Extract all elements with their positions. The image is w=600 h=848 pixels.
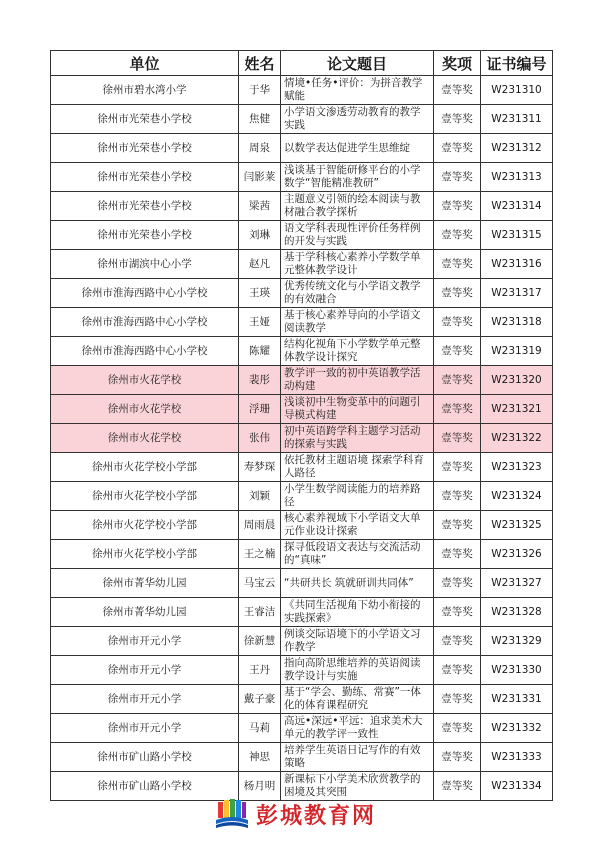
unit-cell: 徐州市火花学校小学部 bbox=[51, 482, 239, 511]
title-cell: 基于学科核心素养小学数学单元整体教学设计 bbox=[281, 250, 434, 279]
name-cell: 马莉 bbox=[239, 714, 281, 743]
name-cell: 于华 bbox=[239, 76, 281, 105]
unit-cell: 徐州市矿山路小学校 bbox=[51, 743, 239, 772]
cert-cell: W231323 bbox=[481, 453, 553, 482]
table-row bbox=[51, 627, 553, 656]
award-cell: 壹等奖 bbox=[434, 76, 481, 105]
award-cell: 壹等奖 bbox=[434, 250, 481, 279]
unit-cell: 徐州市淮海西路中心小学校 bbox=[51, 279, 239, 308]
cert-cell: W231328 bbox=[481, 598, 553, 627]
unit-cell: 徐州市光荣巷小学校 bbox=[51, 134, 239, 163]
table-row bbox=[51, 453, 553, 482]
award-cell: 壹等奖 bbox=[434, 569, 481, 598]
cert-cell: W231321 bbox=[481, 395, 553, 424]
unit-cell: 徐州市火花学校 bbox=[51, 395, 239, 424]
table-row bbox=[51, 569, 553, 598]
title-cell: 基于“学会、勤练、常赛”一体化的体育课程研究 bbox=[281, 685, 434, 714]
award-cell: 壹等奖 bbox=[434, 192, 481, 221]
name-cell: 陈耀 bbox=[239, 337, 281, 366]
unit-cell: 徐州市湖滨中心小学 bbox=[51, 250, 239, 279]
name-cell: 马宝云 bbox=[239, 569, 281, 598]
book-logo-icon bbox=[214, 796, 250, 832]
award-cell: 壹等奖 bbox=[434, 134, 481, 163]
cert-cell: W231320 bbox=[481, 366, 553, 395]
title-cell: 结构化视角下小学数学单元整体教学设计探究 bbox=[281, 337, 434, 366]
cert-cell: W231313 bbox=[481, 163, 553, 192]
table-row bbox=[51, 366, 553, 395]
award-cell: 壹等奖 bbox=[434, 366, 481, 395]
unit-cell: 徐州市光荣巷小学校 bbox=[51, 192, 239, 221]
name-cell: 神思 bbox=[239, 743, 281, 772]
cert-cell: W231327 bbox=[481, 569, 553, 598]
table-row bbox=[51, 511, 553, 540]
title-cell: 主题意义引领的绘本阅读与教材融合教学探析 bbox=[281, 192, 434, 221]
cert-cell: W231329 bbox=[481, 627, 553, 656]
unit-cell: 徐州市开元小学 bbox=[51, 627, 239, 656]
award-cell: 壹等奖 bbox=[434, 685, 481, 714]
cert-cell: W231333 bbox=[481, 743, 553, 772]
unit-cell: 徐州市开元小学 bbox=[51, 714, 239, 743]
cert-cell: W231317 bbox=[481, 279, 553, 308]
name-cell: 裴彤 bbox=[239, 366, 281, 395]
table-row bbox=[51, 337, 553, 366]
title-cell: 例谈交际语境下的小学语文习作教学 bbox=[281, 627, 434, 656]
title-cell: 《共同生活视角下幼小衔接的实践探索》 bbox=[281, 598, 434, 627]
award-cell: 壹等奖 bbox=[434, 627, 481, 656]
award-table bbox=[50, 50, 553, 801]
header-unit: 单位 bbox=[51, 51, 239, 76]
award-cell: 壹等奖 bbox=[434, 540, 481, 569]
cert-cell: W231310 bbox=[481, 76, 553, 105]
cert-cell: W231326 bbox=[481, 540, 553, 569]
table-row bbox=[51, 656, 553, 685]
cert-cell: W231316 bbox=[481, 250, 553, 279]
title-cell: 以数学表达促进学生思维绽 bbox=[281, 134, 434, 163]
unit-cell: 徐州市开元小学 bbox=[51, 685, 239, 714]
award-cell: 壹等奖 bbox=[434, 714, 481, 743]
title-cell: 依托教材主题语境 探索学科育人路径 bbox=[281, 453, 434, 482]
table-row bbox=[51, 395, 553, 424]
title-cell: 核心素养视域下小学语文大单元作业设计探索 bbox=[281, 511, 434, 540]
unit-cell: 徐州市淮海西路中心小学校 bbox=[51, 337, 239, 366]
award-cell: 壹等奖 bbox=[434, 656, 481, 685]
title-cell: 语文学科表现性评价任务样例的开发与实践 bbox=[281, 221, 434, 250]
table-row bbox=[51, 743, 553, 772]
table-row bbox=[51, 424, 553, 453]
unit-cell: 徐州市光荣巷小学校 bbox=[51, 105, 239, 134]
table-row bbox=[51, 221, 553, 250]
title-cell: 浅谈初中生物变革中的问题引导模式构建 bbox=[281, 395, 434, 424]
title-cell: 初中英语跨学科主题学习活动的探索与实践 bbox=[281, 424, 434, 453]
name-cell: 周泉 bbox=[239, 134, 281, 163]
award-cell: 壹等奖 bbox=[434, 453, 481, 482]
cert-cell: W231322 bbox=[481, 424, 553, 453]
table-row bbox=[51, 598, 553, 627]
unit-cell: 徐州市火花学校 bbox=[51, 366, 239, 395]
title-cell: 情境•任务•评价：为拼音教学赋能 bbox=[281, 76, 434, 105]
cert-cell: W231334 bbox=[481, 772, 553, 801]
name-cell: 王瑛 bbox=[239, 279, 281, 308]
title-cell: 教学评一致的初中英语教学活动构建 bbox=[281, 366, 434, 395]
table-body bbox=[51, 76, 553, 801]
name-cell: 闫影莱 bbox=[239, 163, 281, 192]
table-row bbox=[51, 250, 553, 279]
name-cell: 周雨晨 bbox=[239, 511, 281, 540]
title-cell: 探寻低段语文表达与交流活动的“真味” bbox=[281, 540, 434, 569]
table-row bbox=[51, 308, 553, 337]
unit-cell: 徐州市火花学校小学部 bbox=[51, 453, 239, 482]
title-cell: 小学语文渗透劳动教育的教学实践 bbox=[281, 105, 434, 134]
unit-cell: 徐州市矿山路小学校 bbox=[51, 772, 239, 801]
award-cell: 壹等奖 bbox=[434, 511, 481, 540]
header-title: 论文题目 bbox=[281, 51, 434, 76]
title-cell: 指向高阶思维培养的英语阅读教学设计与实施 bbox=[281, 656, 434, 685]
unit-cell: 徐州市光荣巷小学校 bbox=[51, 221, 239, 250]
unit-cell: 徐州市淮海西路中心小学校 bbox=[51, 308, 239, 337]
name-cell: 戴子豪 bbox=[239, 685, 281, 714]
title-cell: 优秀传统文化与小学语文教学的有效融合 bbox=[281, 279, 434, 308]
table-row bbox=[51, 134, 553, 163]
table-header-row bbox=[51, 51, 553, 76]
award-cell: 壹等奖 bbox=[434, 163, 481, 192]
award-cell: 壹等奖 bbox=[434, 772, 481, 801]
cert-cell: W231331 bbox=[481, 685, 553, 714]
cert-cell: W231332 bbox=[481, 714, 553, 743]
watermark-text: 彭城教育网 bbox=[256, 803, 377, 829]
table-row bbox=[51, 105, 553, 134]
unit-cell: 徐州市火花学校 bbox=[51, 424, 239, 453]
header-cert: 证书编号 bbox=[481, 51, 553, 76]
name-cell: 杨月明 bbox=[239, 772, 281, 801]
name-cell: 浮珊 bbox=[239, 395, 281, 424]
header-name: 姓名 bbox=[239, 51, 281, 76]
unit-cell: 徐州市火花学校小学部 bbox=[51, 511, 239, 540]
table-row bbox=[51, 482, 553, 511]
name-cell: 寿梦琛 bbox=[239, 453, 281, 482]
name-cell: 刘琳 bbox=[239, 221, 281, 250]
name-cell: 梁茜 bbox=[239, 192, 281, 221]
unit-cell: 徐州市开元小学 bbox=[51, 656, 239, 685]
name-cell: 王丹 bbox=[239, 656, 281, 685]
title-cell: 小学生数学阅读能力的培养路径 bbox=[281, 482, 434, 511]
unit-cell: 徐州市火花学校小学部 bbox=[51, 540, 239, 569]
award-cell: 壹等奖 bbox=[434, 482, 481, 511]
cert-cell: W231325 bbox=[481, 511, 553, 540]
name-cell: 徐新慧 bbox=[239, 627, 281, 656]
name-cell: 王娅 bbox=[239, 308, 281, 337]
table-row bbox=[51, 540, 553, 569]
name-cell: 王之楠 bbox=[239, 540, 281, 569]
award-cell: 壹等奖 bbox=[434, 105, 481, 134]
table-row bbox=[51, 192, 553, 221]
title-cell: 基于核心素养导向的小学语文阅读教学 bbox=[281, 308, 434, 337]
table-row bbox=[51, 714, 553, 743]
award-cell: 壹等奖 bbox=[434, 598, 481, 627]
name-cell: 赵凡 bbox=[239, 250, 281, 279]
award-cell: 壹等奖 bbox=[434, 279, 481, 308]
award-cell: 壹等奖 bbox=[434, 424, 481, 453]
table-row bbox=[51, 163, 553, 192]
table-row bbox=[51, 76, 553, 105]
table-row bbox=[51, 685, 553, 714]
award-cell: 壹等奖 bbox=[434, 337, 481, 366]
award-cell: 壹等奖 bbox=[434, 308, 481, 337]
cert-cell: W231315 bbox=[481, 221, 553, 250]
name-cell: 焦健 bbox=[239, 105, 281, 134]
cert-cell: W231312 bbox=[481, 134, 553, 163]
unit-cell: 徐州市菁华幼儿园 bbox=[51, 598, 239, 627]
title-cell: 浅谈基于智能研修平台的小学数学“智能精准教研” bbox=[281, 163, 434, 192]
header-award: 奖项 bbox=[434, 51, 481, 76]
unit-cell: 徐州市菁华幼儿园 bbox=[51, 569, 239, 598]
cert-cell: W231330 bbox=[481, 656, 553, 685]
cert-cell: W231319 bbox=[481, 337, 553, 366]
award-cell: 壹等奖 bbox=[434, 743, 481, 772]
watermark-logo bbox=[214, 794, 376, 834]
title-cell: “共研共长 筑就研训共同体” bbox=[281, 569, 434, 598]
award-cell: 壹等奖 bbox=[434, 395, 481, 424]
cert-cell: W231324 bbox=[481, 482, 553, 511]
unit-cell: 徐州市碧水湾小学 bbox=[51, 76, 239, 105]
title-cell: 培养学生英语日记写作的有效策略 bbox=[281, 743, 434, 772]
name-cell: 刘颖 bbox=[239, 482, 281, 511]
name-cell: 王睿洁 bbox=[239, 598, 281, 627]
cert-cell: W231311 bbox=[481, 105, 553, 134]
award-cell: 壹等奖 bbox=[434, 221, 481, 250]
title-cell: 高远•深远•平远：追求美术大单元的教学评一致性 bbox=[281, 714, 434, 743]
name-cell: 张伟 bbox=[239, 424, 281, 453]
unit-cell: 徐州市光荣巷小学校 bbox=[51, 163, 239, 192]
title-cell: 新课标下小学美术欣赏教学的困境及其突围 bbox=[281, 772, 434, 801]
table-row bbox=[51, 279, 553, 308]
cert-cell: W231314 bbox=[481, 192, 553, 221]
cert-cell: W231318 bbox=[481, 308, 553, 337]
